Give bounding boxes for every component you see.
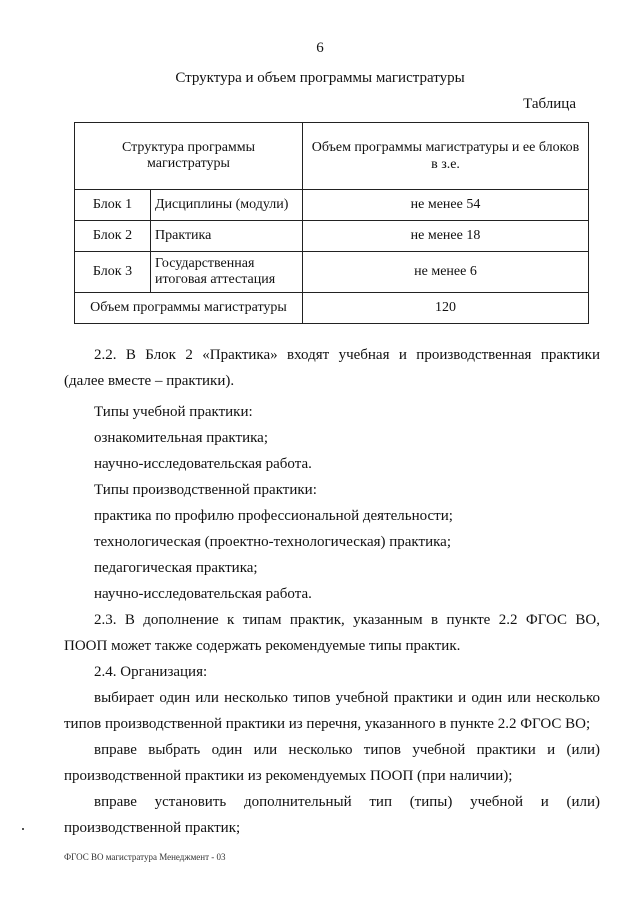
block-cell: Блок 2 xyxy=(75,221,151,252)
paragraph-line: ознакомительная практика; xyxy=(94,430,268,446)
header-structure: Структура программы магистратуры xyxy=(75,123,303,190)
total-value-cell: 120 xyxy=(303,293,589,324)
paragraph-line: педагогическая практика; xyxy=(94,560,258,576)
scan-speck xyxy=(22,828,24,830)
table-caption: Таблица xyxy=(523,96,576,112)
table-total-row xyxy=(75,293,589,324)
paragraph-line: Типы учебной практики: xyxy=(94,404,253,420)
paragraph-line: выбирает один или несколько типов учебной практики и один или несколько xyxy=(94,690,600,706)
paragraph-line: научно-исследовательская работа. xyxy=(94,456,312,472)
paragraph-line: научно-исследовательская работа. xyxy=(94,586,312,602)
block-value-cell: не менее 18 xyxy=(303,221,589,252)
paragraph-line: технологическая (проектно-технологическая) практика; xyxy=(94,534,451,550)
page-title: Структура и объем программы магистратуры xyxy=(175,70,465,86)
body-text xyxy=(64,342,600,841)
paragraph-line: типов производственной практики из перечня, указанного в пункте 2.2 ФГОС ВО; xyxy=(64,716,591,732)
table-header-row xyxy=(75,123,589,190)
paragraph-line: ПООП может также содержать рекомендуемые типы практик. xyxy=(64,638,461,654)
block-name-cell: Дисциплины (модули) xyxy=(151,190,303,221)
header-volume: Объем программы магистратуры и ее блоков в з.е. xyxy=(303,123,589,190)
block-name-cell: Государственная итоговая аттестация xyxy=(151,252,303,293)
total-label-cell: Объем программы магистратуры xyxy=(75,293,303,324)
table-row xyxy=(75,252,589,293)
paragraph-line: вправе выбрать один или несколько типов учебной практики и (или) xyxy=(94,742,600,758)
paragraph-line: 2.2. В Блок 2 «Практика» входят учебная и производственная практики xyxy=(94,347,600,363)
page-footer: ФГОС ВО магистратура Менеджмент - 03 xyxy=(64,852,226,862)
table-row xyxy=(75,221,589,252)
paragraph-line: производственной практики из рекомендуемых ПООП (при наличии); xyxy=(64,768,513,784)
table-row xyxy=(75,190,589,221)
paragraph-line: (далее вместе – практики). xyxy=(64,373,235,389)
paragraph-line: Типы производственной практики: xyxy=(94,482,317,498)
program-structure-table xyxy=(74,122,589,324)
page-number: 6 xyxy=(316,40,324,56)
block-name-cell: Практика xyxy=(151,221,303,252)
paragraph-line: 2.4. Организация: xyxy=(94,664,208,680)
paragraph-line: практика по профилю профессиональной деятельности; xyxy=(94,508,453,524)
paragraph-line: вправе установить дополнительный тип (типы) учебной и (или) xyxy=(94,794,600,810)
block-value-cell: не менее 6 xyxy=(303,252,589,293)
paragraph-line: производственной практик; xyxy=(64,820,241,836)
paragraph-line: 2.3. В дополнение к типам практик, указанным в пункте 2.2 ФГОС ВО, xyxy=(94,612,600,628)
block-cell: Блок 3 xyxy=(75,252,151,293)
block-value-cell: не менее 54 xyxy=(303,190,589,221)
block-cell: Блок 1 xyxy=(75,190,151,221)
